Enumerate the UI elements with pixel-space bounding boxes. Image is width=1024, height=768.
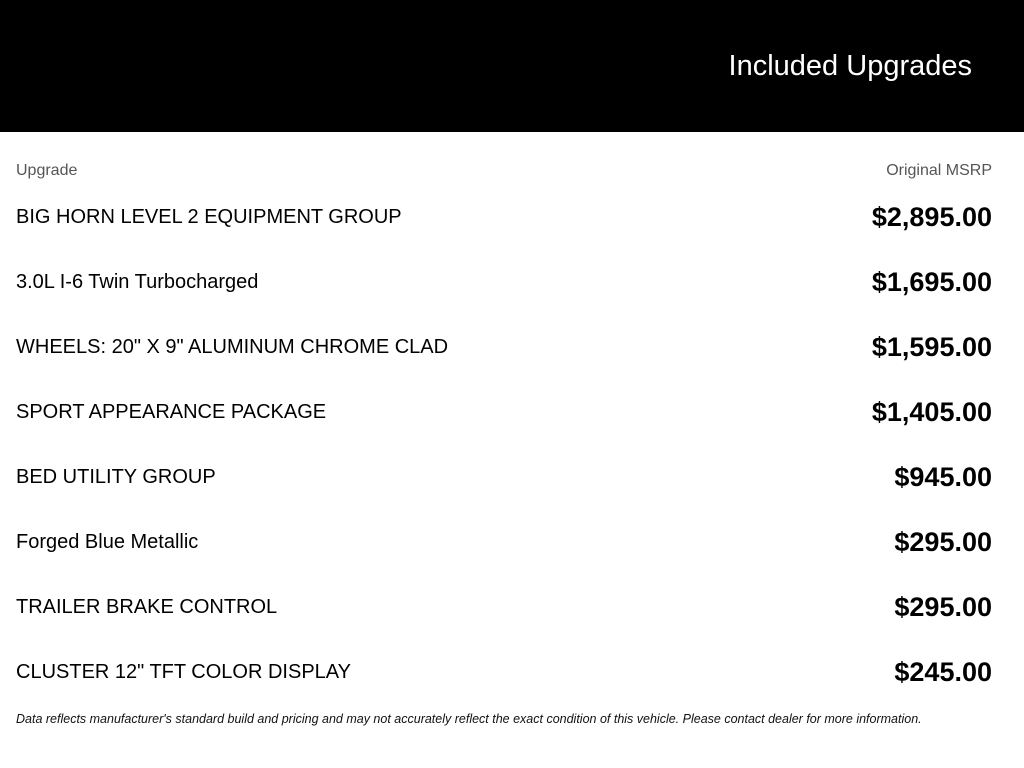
column-header-msrp: Original MSRP xyxy=(886,162,992,179)
upgrade-price: $245.00 xyxy=(894,657,992,687)
upgrade-price: $295.00 xyxy=(894,527,992,557)
upgrade-price: $1,695.00 xyxy=(871,267,992,297)
upgrade-name: SPORT APPEARANCE PACKAGE xyxy=(16,401,327,423)
page-title: Included Upgrades xyxy=(728,50,972,82)
upgrade-price: $2,895.00 xyxy=(871,202,992,232)
table-row xyxy=(16,640,992,705)
disclaimer-text: Data reflects manufacturer's standard build and pricing and may not accurately reflect the exact condition of this vehicle. Please contact dealer for more information. xyxy=(16,712,922,726)
upgrade-price: $1,405.00 xyxy=(871,397,992,427)
table-row xyxy=(16,445,992,510)
table-row xyxy=(16,315,992,380)
upgrade-name: 3.0L I-6 Twin Turbocharged xyxy=(16,271,259,293)
upgrade-name: WHEELS: 20" X 9" ALUMINUM CHROME CLAD xyxy=(16,336,449,358)
upgrades-table xyxy=(16,132,992,687)
header-banner xyxy=(0,0,1024,132)
upgrade-name: BED UTILITY GROUP xyxy=(16,466,216,488)
upgrade-name: BIG HORN LEVEL 2 EQUIPMENT GROUP xyxy=(16,206,402,228)
upgrade-name: CLUSTER 12" TFT COLOR DISPLAY xyxy=(16,661,351,683)
upgrade-name: TRAILER BRAKE CONTROL xyxy=(16,596,278,618)
table-row xyxy=(16,250,992,315)
upgrade-name: Forged Blue Metallic xyxy=(16,531,199,553)
column-header-upgrade: Upgrade xyxy=(16,162,78,179)
upgrade-price: $295.00 xyxy=(894,592,992,622)
upgrade-price: $945.00 xyxy=(894,462,992,492)
table-row xyxy=(16,510,992,575)
table-row xyxy=(16,575,992,640)
upgrade-price: $1,595.00 xyxy=(871,332,992,362)
table-row xyxy=(16,185,992,250)
table-row xyxy=(16,380,992,445)
table-rows xyxy=(16,185,992,705)
